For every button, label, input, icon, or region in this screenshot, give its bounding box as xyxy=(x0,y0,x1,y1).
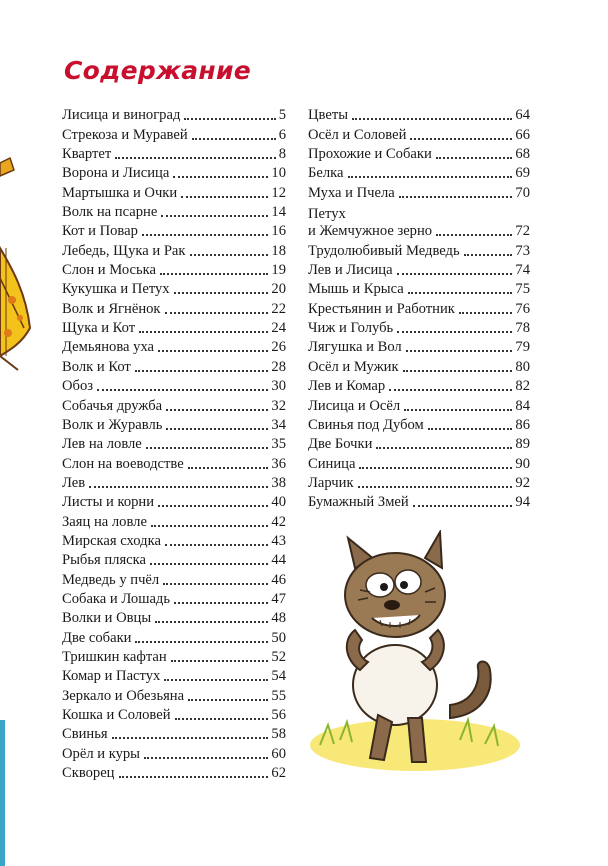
toc-entry-title: Свинья под Дубом xyxy=(308,416,424,433)
dot-leader xyxy=(163,583,268,585)
toc-entry xyxy=(62,279,286,298)
toc-entry-title: Волк и Журавль xyxy=(62,416,163,433)
toc-entry-title: Квартет xyxy=(62,146,112,163)
toc-entry-title: Скворец xyxy=(62,765,115,782)
toc-entry-title: Листы и корни xyxy=(62,494,155,511)
dot-leader xyxy=(408,292,513,294)
toc-entry-page: 74 xyxy=(515,262,530,279)
toc-entry xyxy=(308,124,530,143)
dot-leader xyxy=(158,505,268,507)
toc-entry xyxy=(308,202,530,241)
dot-leader xyxy=(174,602,268,604)
toc-entry-title: Комар и Пастух xyxy=(62,668,161,685)
dot-leader xyxy=(348,176,513,178)
cat-illustration xyxy=(300,530,530,780)
toc-entry-page: 5 xyxy=(278,107,286,124)
dot-leader xyxy=(399,196,513,198)
toc-entry-page: 58 xyxy=(271,726,286,743)
toc-entry-title: Трудолюбивый Медведь xyxy=(308,242,460,259)
dot-leader xyxy=(181,196,268,198)
toc-entry-page: 35 xyxy=(271,436,286,453)
toc-entry xyxy=(308,356,530,375)
toc-entry xyxy=(62,221,286,240)
toc-entry xyxy=(62,453,286,472)
dot-leader xyxy=(173,176,268,178)
toc-entry xyxy=(308,492,530,511)
toc-entry-title: Волки и Овцы xyxy=(62,610,152,627)
dot-leader xyxy=(188,699,268,701)
dot-leader xyxy=(158,350,268,352)
dot-leader xyxy=(428,428,513,430)
dot-leader xyxy=(135,370,269,372)
dot-leader xyxy=(161,215,268,217)
dot-leader xyxy=(358,486,513,488)
toc-entry xyxy=(62,182,286,201)
toc-entry-title: Лягушка и Вол xyxy=(308,339,402,356)
toc-entry xyxy=(308,144,530,163)
toc-entry-page: 34 xyxy=(271,416,286,433)
toc-entry-title: Кукушка и Петух xyxy=(62,281,170,298)
toc-entry-title: Собака и Лошадь xyxy=(62,590,171,607)
toc-entry-page: 36 xyxy=(271,455,286,472)
toc-entry-title: Петух и Жемчужное зерно xyxy=(308,206,433,240)
toc-entry-title: Лев на ловле xyxy=(62,436,142,453)
dot-leader xyxy=(142,234,269,236)
toc-entry xyxy=(308,473,530,492)
toc-entry-title: Стрекоза и Муравей xyxy=(62,126,188,143)
toc-entry-page: 6 xyxy=(278,126,286,143)
toc-entry-title: Крестьянин и Работник xyxy=(308,300,455,317)
toc-entry xyxy=(308,105,530,124)
toc-entry xyxy=(62,356,286,375)
toc-entry-title: Собачья дружба xyxy=(62,397,163,414)
toc-entry-title: Мышь и Крыса xyxy=(308,281,404,298)
toc-entry-page: 19 xyxy=(271,262,286,279)
toc-entry xyxy=(62,743,286,762)
toc-entry-title: Орёл и куры xyxy=(62,745,140,762)
toc-entry-title: Обоз xyxy=(62,378,94,395)
toc-entry xyxy=(62,705,286,724)
toc-entry-page: 86 xyxy=(515,416,530,433)
dot-leader xyxy=(403,370,513,372)
toc-entry-page: 66 xyxy=(515,126,530,143)
dot-leader xyxy=(464,254,513,256)
toc-entry xyxy=(62,240,286,259)
dot-leader xyxy=(115,157,275,159)
dot-leader xyxy=(406,350,513,352)
toc-entry-page: 73 xyxy=(515,242,530,259)
toc-entry xyxy=(62,763,286,782)
toc-entry xyxy=(62,647,286,666)
kite-illustration-fragment xyxy=(0,128,32,378)
toc-entry xyxy=(62,492,286,511)
toc-entry-title: Щука и Кот xyxy=(62,320,136,337)
toc-entry-title: Лев и Комар xyxy=(308,378,386,395)
toc-entry-page: 76 xyxy=(515,300,530,317)
dot-leader xyxy=(188,467,269,469)
toc-entry-page: 16 xyxy=(271,223,286,240)
toc-entry xyxy=(62,415,286,434)
toc-entry-page: 79 xyxy=(515,339,530,356)
dot-leader xyxy=(175,718,269,720)
toc-entry xyxy=(308,318,530,337)
toc-entry xyxy=(308,163,530,182)
dot-leader xyxy=(192,138,276,140)
dot-leader xyxy=(190,254,269,256)
toc-entry xyxy=(62,608,286,627)
toc-entry-page: 26 xyxy=(271,339,286,356)
toc-entry-page: 18 xyxy=(271,242,286,259)
toc-entry-title: Лев и Лисица xyxy=(308,262,393,279)
toc-entry xyxy=(62,298,286,317)
dot-leader xyxy=(164,679,268,681)
dot-leader xyxy=(166,409,268,411)
dot-leader xyxy=(135,641,268,643)
dot-leader xyxy=(389,389,512,391)
toc-entry xyxy=(62,395,286,414)
toc-entry-page: 38 xyxy=(271,474,286,491)
toc-entry-title: Лев xyxy=(62,474,86,491)
toc-entry xyxy=(308,279,530,298)
toc-entry xyxy=(62,666,286,685)
toc-entry-title: Осёл и Мужик xyxy=(308,358,399,375)
toc-entry-page: 52 xyxy=(271,648,286,665)
toc-entry-title: Муха и Пчела xyxy=(308,184,395,201)
toc-entry-page: 43 xyxy=(271,532,286,549)
toc-entry-title: Демьянова уха xyxy=(62,339,155,356)
dot-leader xyxy=(160,273,268,275)
toc-entry-page: 12 xyxy=(271,184,286,201)
toc-entry-page: 48 xyxy=(271,610,286,627)
toc-entry-page: 78 xyxy=(515,320,530,337)
toc-column-right xyxy=(308,105,530,511)
toc-entry-title: Слон и Моська xyxy=(62,262,156,279)
toc-entry xyxy=(62,105,286,124)
toc-entry-page: 8 xyxy=(278,146,286,163)
dot-leader xyxy=(150,563,268,565)
toc-entry-page: 30 xyxy=(271,378,286,395)
toc-entry xyxy=(62,685,286,704)
toc-entry-page: 69 xyxy=(515,165,530,182)
toc-entry-title: Лебедь, Щука и Рак xyxy=(62,242,186,259)
toc-entry xyxy=(62,318,286,337)
toc-entry-title: Чиж и Голубь xyxy=(308,320,394,337)
toc-entry-page: 22 xyxy=(271,300,286,317)
toc-entry xyxy=(308,298,530,317)
toc-entry xyxy=(308,395,530,414)
toc-entry xyxy=(62,569,286,588)
dot-leader xyxy=(410,138,512,140)
toc-entry xyxy=(62,260,286,279)
dot-leader xyxy=(144,757,268,759)
toc-entry-page: 54 xyxy=(271,668,286,685)
toc-entry xyxy=(308,240,530,259)
toc-entry-title: Ворона и Лисица xyxy=(62,165,170,182)
toc-entry xyxy=(62,627,286,646)
toc-entry-page: 14 xyxy=(271,204,286,221)
toc-entry-title: Кот и Повар xyxy=(62,223,138,240)
toc-entry-page: 68 xyxy=(515,146,530,163)
toc-entry-page: 89 xyxy=(515,436,530,453)
toc-entry-title: Волк на псарне xyxy=(62,204,158,221)
toc-entry xyxy=(62,202,286,221)
toc-entry-page: 28 xyxy=(271,358,286,375)
toc-entry-title: Кошка и Соловей xyxy=(62,707,171,723)
toc-entry-title: Ларчик xyxy=(308,474,354,491)
toc-entry-page: 10 xyxy=(271,165,286,182)
toc-entry-page: 75 xyxy=(515,281,530,298)
dot-leader xyxy=(171,660,269,662)
toc-entry-page: 40 xyxy=(271,494,286,511)
toc-entry-page: 70 xyxy=(515,184,530,201)
dot-leader xyxy=(397,331,512,333)
toc-entry-title: Медведь у пчёл xyxy=(62,571,160,588)
toc-entry-title: Осёл и Соловей xyxy=(308,126,407,143)
toc-entry-page: 64 xyxy=(515,107,530,124)
toc-entry-page: 32 xyxy=(271,397,286,414)
toc-entry-title: Заяц на ловле xyxy=(62,513,147,530)
toc-entry-title: Слон на воеводстве xyxy=(62,455,184,472)
dot-leader xyxy=(459,312,513,314)
toc-entry-title: Мирская сходка xyxy=(62,532,161,549)
toc-entry xyxy=(62,376,286,395)
dot-leader xyxy=(112,737,269,739)
toc-entry-page: 55 xyxy=(271,687,286,704)
toc-entry-title: Прохожие и Собаки xyxy=(308,146,432,163)
toc-entry-title: Рыбья пляска xyxy=(62,552,146,569)
dot-leader xyxy=(97,389,268,391)
toc-entry-page: 42 xyxy=(271,513,286,530)
dot-leader xyxy=(413,505,513,507)
toc-entry-title: Синица xyxy=(308,455,356,472)
dot-leader xyxy=(146,447,269,449)
toc-entry-title: Бумажный Змей xyxy=(308,494,409,511)
dot-leader xyxy=(352,118,512,120)
toc-entry-title: Волк и Кот xyxy=(62,358,131,375)
toc-entry-title: Лисица и Осёл xyxy=(308,397,401,414)
dot-leader xyxy=(151,525,268,527)
toc-entry xyxy=(62,124,286,143)
toc-entry xyxy=(308,260,530,279)
dot-leader xyxy=(174,292,269,294)
toc-entry xyxy=(62,589,286,608)
dot-leader xyxy=(166,428,268,430)
dot-leader xyxy=(119,776,269,778)
toc-entry-page: 84 xyxy=(515,397,530,414)
toc-entry xyxy=(62,144,286,163)
toc-entry xyxy=(308,182,530,201)
toc-entry-page: 44 xyxy=(271,552,286,569)
dot-leader xyxy=(436,157,513,159)
toc-entry xyxy=(308,415,530,434)
toc-entry-title: Свинья xyxy=(62,726,108,743)
toc-entry xyxy=(62,511,286,530)
toc-entry-title: Белка xyxy=(308,165,344,182)
toc-entry-page: 82 xyxy=(515,378,530,395)
toc-entry-title: Лисица и виноград xyxy=(62,107,181,124)
toc-entry xyxy=(62,434,286,453)
toc-entry-page: 92 xyxy=(515,474,530,491)
toc-entry-title: Две Бочки xyxy=(308,436,373,453)
dot-leader xyxy=(89,486,268,488)
toc-entry-page: 46 xyxy=(271,571,286,588)
toc-entry-page: 24 xyxy=(271,320,286,337)
toc-entry xyxy=(62,163,286,182)
toc-entry-title: Мартышка и Очки xyxy=(62,184,178,201)
dot-leader xyxy=(165,312,269,314)
toc-entry-title: Зеркало и Обезьяна xyxy=(62,687,185,704)
toc-entry-title: Волк и Ягнёнок xyxy=(62,300,161,317)
dot-leader xyxy=(139,331,268,333)
toc-entry xyxy=(308,434,530,453)
dot-leader xyxy=(404,409,512,411)
toc-entry-page: 72 xyxy=(515,223,530,240)
toc-entry-page: 94 xyxy=(515,494,530,511)
dot-leader xyxy=(376,447,512,449)
dot-leader xyxy=(397,273,513,275)
toc-entry-page: 62 xyxy=(271,765,286,782)
dot-leader xyxy=(436,234,512,236)
toc-entry-page: 20 xyxy=(271,281,286,298)
dot-leader xyxy=(155,621,268,623)
toc-entry-page: 56 xyxy=(271,707,286,723)
toc-entry-page: 50 xyxy=(271,629,286,646)
toc-entry-title: Цветы xyxy=(308,107,349,124)
page-title: Содержание xyxy=(64,56,252,85)
toc-entry-page: 90 xyxy=(515,455,530,472)
toc-entry xyxy=(62,550,286,569)
toc-entry xyxy=(62,473,286,492)
toc-entry xyxy=(62,337,286,356)
toc-entry-page: 60 xyxy=(271,745,286,762)
toc-entry-title: Тришкин кафтан xyxy=(62,648,167,665)
toc-entry xyxy=(62,724,286,743)
toc-column-left xyxy=(62,105,286,782)
toc-entry-page: 80 xyxy=(515,358,530,375)
toc-entry xyxy=(62,531,286,550)
edge-color-strip xyxy=(0,720,5,866)
dot-leader xyxy=(359,467,512,469)
toc-entry xyxy=(308,453,530,472)
dot-leader xyxy=(165,544,268,546)
dot-leader xyxy=(184,118,275,120)
toc-entry xyxy=(308,376,530,395)
toc-entry-title: Две собаки xyxy=(62,629,132,646)
toc-entry xyxy=(308,337,530,356)
toc-entry-page: 47 xyxy=(271,590,286,607)
